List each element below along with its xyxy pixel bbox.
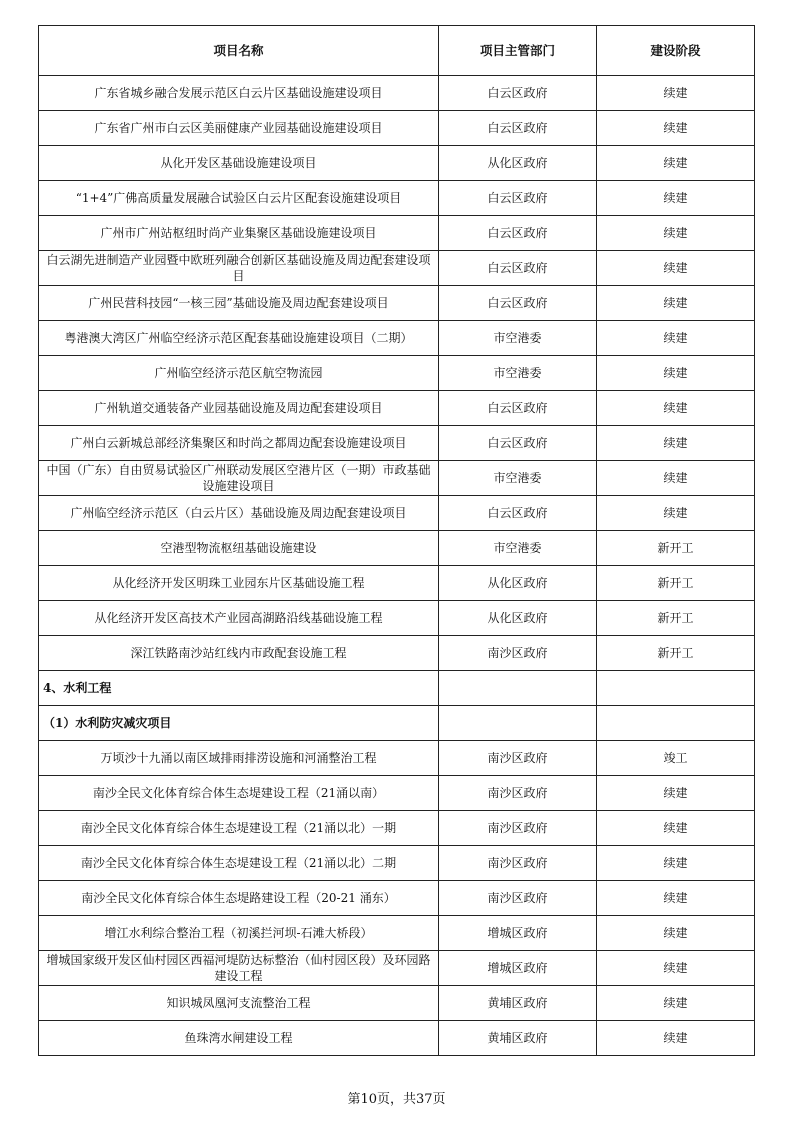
table-row (39, 286, 755, 321)
project-name-cell: 中国（广东）自由贸易试验区广州联动发展区空港片区（一期）市政基础设施建设项目 (39, 461, 439, 496)
project-name-cell: 广州民营科技园“一核三园”基础设施及周边配套建设项目 (39, 286, 439, 321)
table-row (39, 776, 755, 811)
stage-cell: 续建 (597, 951, 755, 986)
stage-cell: 续建 (597, 181, 755, 216)
department-cell: 南沙区政府 (439, 636, 597, 671)
department-cell: 从化区政府 (439, 601, 597, 636)
department-cell: 从化区政府 (439, 146, 597, 181)
project-name-cell: 白云湖先进制造产业园暨中欧班列融合创新区基础设施及周边配套建设项目 (39, 251, 439, 286)
department-cell: 南沙区政府 (439, 881, 597, 916)
project-name-cell: 南沙全民文化体育综合体生态堤路建设工程（20-21 涌东） (39, 881, 439, 916)
stage-cell: 竣工 (597, 741, 755, 776)
stage-cell: 续建 (597, 356, 755, 391)
stage-cell: 新开工 (597, 566, 755, 601)
project-name-cell: 从化开发区基础设施建设项目 (39, 146, 439, 181)
department-cell: 南沙区政府 (439, 776, 597, 811)
department-cell: 黄埔区政府 (439, 986, 597, 1021)
table-row (39, 846, 755, 881)
project-name-cell: 增江水利综合整治工程（初溪拦河坝-石滩大桥段） (39, 916, 439, 951)
table-row (39, 356, 755, 391)
stage-cell: 续建 (597, 461, 755, 496)
table-row (39, 601, 755, 636)
department-cell: 市空港委 (439, 356, 597, 391)
stage-cell: 续建 (597, 251, 755, 286)
stage-cell: 续建 (597, 811, 755, 846)
stage-cell: 新开工 (597, 636, 755, 671)
table-row (39, 426, 755, 461)
department-cell: 市空港委 (439, 531, 597, 566)
stage-cell: 新开工 (597, 601, 755, 636)
project-name-cell: 从化经济开发区明珠工业园东片区基础设施工程 (39, 566, 439, 601)
project-name-cell: 知识城凤凰河支流整治工程 (39, 986, 439, 1021)
department-cell: 白云区政府 (439, 286, 597, 321)
department-cell: 白云区政府 (439, 76, 597, 111)
department-cell: 增城区政府 (439, 951, 597, 986)
table-row (39, 216, 755, 251)
stage-cell: 续建 (597, 216, 755, 251)
project-name-cell: 广州市广州站枢纽时尚产业集聚区基础设施建设项目 (39, 216, 439, 251)
department-cell: 增城区政府 (439, 916, 597, 951)
stage-cell: 续建 (597, 776, 755, 811)
project-name-cell: （1）水利防灾减灾项目 (39, 706, 439, 741)
project-name-cell: 从化经济开发区高技术产业园高湖路沿线基础设施工程 (39, 601, 439, 636)
stage-cell: 续建 (597, 986, 755, 1021)
page-footer: 第10页，共37页 (347, 1092, 446, 1107)
table-row (39, 916, 755, 951)
table-row (39, 566, 755, 601)
department-cell: 白云区政府 (439, 251, 597, 286)
table-row (39, 496, 755, 531)
stage-cell: 续建 (597, 426, 755, 461)
stage-cell: 新开工 (597, 531, 755, 566)
department-cell: 南沙区政府 (439, 811, 597, 846)
table-row (39, 811, 755, 846)
table-row (39, 986, 755, 1021)
table-header-row (39, 26, 755, 76)
department-cell: 白云区政府 (439, 426, 597, 461)
stage-cell: 续建 (597, 496, 755, 531)
project-name-cell: 4、水利工程 (39, 671, 439, 706)
stage-cell: 续建 (597, 321, 755, 356)
table-row (39, 391, 755, 426)
table-row (39, 251, 755, 286)
stage-cell (597, 706, 755, 741)
table-row (39, 636, 755, 671)
table-row (39, 1021, 755, 1056)
stage-cell: 续建 (597, 881, 755, 916)
department-cell (439, 706, 597, 741)
project-name-cell: 深江铁路南沙站红线内市政配套设施工程 (39, 636, 439, 671)
project-name-cell: 粤港澳大湾区广州临空经济示范区配套基础设施建设项目（二期） (39, 321, 439, 356)
project-name-cell: 广州临空经济示范区（白云片区）基础设施及周边配套建设项目 (39, 496, 439, 531)
header-stage: 建设阶段 (597, 26, 755, 76)
stage-cell: 续建 (597, 916, 755, 951)
stage-cell: 续建 (597, 286, 755, 321)
project-name-cell: 广州白云新城总部经济集聚区和时尚之都周边配套设施建设项目 (39, 426, 439, 461)
table-row (39, 461, 755, 496)
table-row (39, 321, 755, 356)
project-name-cell: 南沙全民文化体育综合体生态堤建设工程（21涌以南） (39, 776, 439, 811)
section-row (39, 671, 755, 706)
table-row (39, 881, 755, 916)
department-cell: 市空港委 (439, 461, 597, 496)
stage-cell: 续建 (597, 846, 755, 881)
project-name-cell: 鱼珠湾水闸建设工程 (39, 1021, 439, 1056)
table-row (39, 741, 755, 776)
table-row (39, 181, 755, 216)
stage-cell: 续建 (597, 76, 755, 111)
project-table (38, 25, 755, 1056)
department-cell: 从化区政府 (439, 566, 597, 601)
project-name-cell: 空港型物流枢纽基础设施建设 (39, 531, 439, 566)
header-project-name: 项目名称 (39, 26, 439, 76)
stage-cell: 续建 (597, 146, 755, 181)
department-cell: 黄埔区政府 (439, 1021, 597, 1056)
project-name-cell: 广东省城乡融合发展示范区白云片区基础设施建设项目 (39, 76, 439, 111)
header-department: 项目主管部门 (439, 26, 597, 76)
section-row (39, 706, 755, 741)
stage-cell: 续建 (597, 391, 755, 426)
project-name-cell: 增城国家级开发区仙村园区西福河堤防达标整治（仙村园区段）及环园路建设工程 (39, 951, 439, 986)
stage-cell: 续建 (597, 111, 755, 146)
department-cell: 白云区政府 (439, 216, 597, 251)
department-cell: 白云区政府 (439, 111, 597, 146)
table-row (39, 146, 755, 181)
department-cell: 南沙区政府 (439, 846, 597, 881)
project-name-cell: 南沙全民文化体育综合体生态堤建设工程（21涌以北）二期 (39, 846, 439, 881)
department-cell (439, 671, 597, 706)
stage-cell: 续建 (597, 1021, 755, 1056)
table-row (39, 111, 755, 146)
department-cell: 白云区政府 (439, 391, 597, 426)
project-name-cell: 万顷沙十九涌以南区域排雨排涝设施和河涌整治工程 (39, 741, 439, 776)
project-name-cell: 广州临空经济示范区航空物流园 (39, 356, 439, 391)
project-name-cell: “1+4”广佛高质量发展融合试验区白云片区配套设施建设项目 (39, 181, 439, 216)
project-name-cell: 广州轨道交通装备产业园基础设施及周边配套建设项目 (39, 391, 439, 426)
table-row (39, 951, 755, 986)
table-row (39, 76, 755, 111)
stage-cell (597, 671, 755, 706)
project-name-cell: 广东省广州市白云区美丽健康产业园基础设施建设项目 (39, 111, 439, 146)
table-row (39, 531, 755, 566)
department-cell: 南沙区政府 (439, 741, 597, 776)
department-cell: 白云区政府 (439, 496, 597, 531)
department-cell: 白云区政府 (439, 181, 597, 216)
department-cell: 市空港委 (439, 321, 597, 356)
project-name-cell: 南沙全民文化体育综合体生态堤建设工程（21涌以北）一期 (39, 811, 439, 846)
